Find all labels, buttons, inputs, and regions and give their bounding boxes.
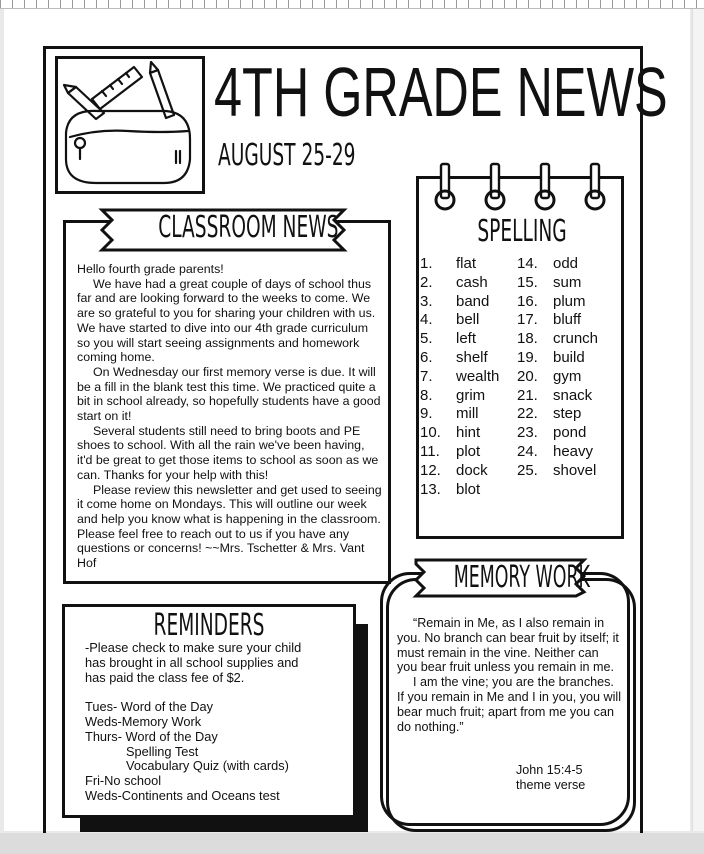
spelling-list-right [517, 255, 598, 481]
spelling-number: 18. [517, 330, 538, 348]
spelling-word: blot [456, 480, 481, 498]
reminder-line: has paid the class fee of $2. [85, 669, 245, 685]
spelling-word-row [420, 387, 499, 406]
spelling-word-row [517, 330, 598, 349]
spelling-word-row [420, 443, 499, 462]
spelling-word-row [420, 462, 499, 481]
spelling-word: left [456, 330, 477, 348]
spelling-word: odd [553, 255, 579, 272]
spelling-number: 8. [420, 386, 433, 404]
spelling-word: band [456, 292, 490, 310]
spelling-word-row [420, 274, 499, 293]
spelling-number: 12. [420, 461, 441, 479]
spelling-number: 23. [517, 424, 538, 442]
spelling-word-row [517, 424, 598, 443]
spelling-number: 16. [517, 292, 538, 310]
spelling-word: shelf [456, 348, 488, 366]
spelling-word: grim [456, 386, 486, 404]
spelling-word: plum [553, 292, 586, 310]
memory-verse [397, 616, 621, 734]
spelling-word: wealth [456, 367, 500, 385]
spelling-heading: SPELLING [477, 214, 567, 249]
spelling-word: hint [456, 424, 481, 442]
spelling-word: shovel [553, 461, 597, 479]
spelling-word: flat [456, 255, 477, 272]
spelling-word-row [517, 462, 598, 481]
spelling-word: crunch [553, 330, 599, 348]
classroom-news-heading: CLASSROOM NEWS [158, 210, 339, 245]
schedule-item: Vocabulary Quiz (with cards) [126, 758, 289, 774]
spelling-list-left [420, 255, 499, 499]
news-paragraph: Several students still need to bring boots and PE shoes to school. With all the rain we've been having, it'd be great to get those items to school as soon as we can. Thanks for your help with this! [77, 423, 379, 482]
spelling-word: sum [553, 273, 582, 291]
schedule-item: Weds-Continents and Oceans test [85, 787, 280, 803]
verse-reference-text: John 15:4-5 [516, 763, 583, 777]
spelling-word-row [420, 349, 499, 368]
newsletter-date: AUGUST 25-29 [218, 138, 356, 173]
spelling-word-row [420, 330, 499, 349]
spelling-word: bluff [553, 311, 582, 329]
spelling-word-row [517, 387, 598, 406]
news-paragraph: Hello fourth grade parents! [77, 262, 224, 276]
spelling-word-row [420, 311, 499, 330]
notepad-ring-icon [434, 162, 456, 212]
spelling-number: 13. [420, 480, 441, 498]
spelling-word: bell [456, 311, 480, 329]
spelling-word-row [517, 293, 598, 312]
notepad-ring-icon [484, 162, 506, 212]
pencil-case-illustration [55, 56, 205, 194]
notepad-ring-icon [584, 162, 606, 212]
spelling-word-row [517, 255, 598, 274]
schedule-item: Fri-No school [85, 773, 162, 789]
spelling-number: 22. [517, 405, 538, 423]
spelling-word-row [420, 293, 499, 312]
spelling-number: 19. [517, 348, 538, 366]
spelling-word: plot [456, 442, 481, 460]
spelling-number: 21. [517, 386, 538, 404]
schedule-item: Tues- Word of the Day [85, 699, 214, 715]
spelling-number: 11. [420, 442, 440, 460]
spelling-number: 2. [420, 273, 433, 291]
spelling-number: 7. [420, 367, 433, 385]
newsletter-title: 4TH GRADE NEWS [214, 53, 668, 131]
reminder-line: -Please check to make sure your child [85, 640, 302, 655]
news-paragraph: Please review this newsletter and get used to seeing it come home on Mondays. This will outline our week and help you know what is happening in the classroom. Please feel free to reach out to us if you have any questions or concerns! ~~Mrs. Tschetter & Mrs. Vant Hof [77, 482, 382, 571]
verse-paragraph: “Remain in Me, as I also remain in you. No branch can bear fruit by itself; it must remain in the vine. Neither can you bear fruit unless you remain in me. [397, 616, 619, 675]
schedule-item: Thurs- Word of the Day [85, 728, 218, 744]
news-paragraph: On Wednesday our first memory verse is due. It will be a fill in the blank test this time. We practiced quite a bit in school already, so hopefully students have a good start on it! [77, 364, 381, 424]
verse-reference [516, 763, 585, 793]
spelling-word-row [420, 481, 499, 500]
classroom-news-body [77, 262, 383, 571]
spelling-word: step [553, 405, 582, 423]
verse-paragraph: I am the vine; you are the branches. If you remain in Me and I in you, you will bear much fruit; apart from me you can do nothing.” [397, 675, 621, 734]
spelling-number: 1. [420, 255, 433, 272]
spelling-word: gym [553, 367, 582, 385]
spelling-number: 3. [420, 292, 433, 310]
notepad-ring-icon [534, 162, 556, 212]
spelling-number: 10. [420, 424, 441, 442]
spelling-word-row [420, 405, 499, 424]
spelling-number: 24. [517, 442, 538, 460]
spelling-number: 5. [420, 330, 433, 348]
spelling-word-row [517, 274, 598, 293]
memory-work-heading: MEMORY WORK [453, 560, 590, 595]
reminders-body [85, 641, 345, 804]
spelling-number: 15. [517, 273, 538, 291]
spelling-word: mill [456, 405, 479, 423]
spelling-word: snack [553, 386, 593, 404]
window-bottom-bar [0, 833, 704, 854]
spelling-number: 6. [420, 348, 433, 366]
schedule-item: Spelling Test [126, 743, 199, 759]
spelling-number: 4. [420, 311, 433, 329]
spelling-word-row [420, 368, 499, 387]
vertical-scrollbar[interactable] [692, 9, 704, 831]
news-paragraph: We have had a great couple of days of school thus far and are looking forward to the weeks to come. We are so grateful to you for sharing your children with us. We have started to dive into our 4th grade curriculum so you will start seeing assignments and homework coming home. [77, 276, 376, 365]
spelling-number: 20. [517, 367, 538, 385]
spelling-number: 9. [420, 405, 433, 423]
spelling-word-row [420, 255, 499, 274]
spelling-word: heavy [553, 442, 594, 460]
reminder-line: has brought in all school supplies and [85, 654, 299, 670]
spelling-number: 25. [517, 461, 538, 479]
spelling-word: dock [456, 461, 488, 479]
reminders-heading: REMINDERS [153, 608, 265, 643]
spelling-number: 17. [517, 311, 538, 329]
spelling-word-row [517, 443, 598, 462]
spelling-word-row [517, 368, 598, 387]
schedule-item: Weds-Memory Work [85, 713, 202, 729]
verse-reference-note: theme verse [516, 778, 586, 792]
spelling-word: cash [456, 273, 488, 291]
spelling-word-row [517, 311, 598, 330]
spelling-word: build [553, 348, 585, 366]
spelling-number: 14. [517, 255, 538, 272]
spelling-word-row [420, 424, 499, 443]
spelling-word-row [517, 349, 598, 368]
spelling-word-row [517, 405, 598, 424]
top-ruler [0, 0, 704, 9]
spelling-word: pond [553, 424, 587, 442]
